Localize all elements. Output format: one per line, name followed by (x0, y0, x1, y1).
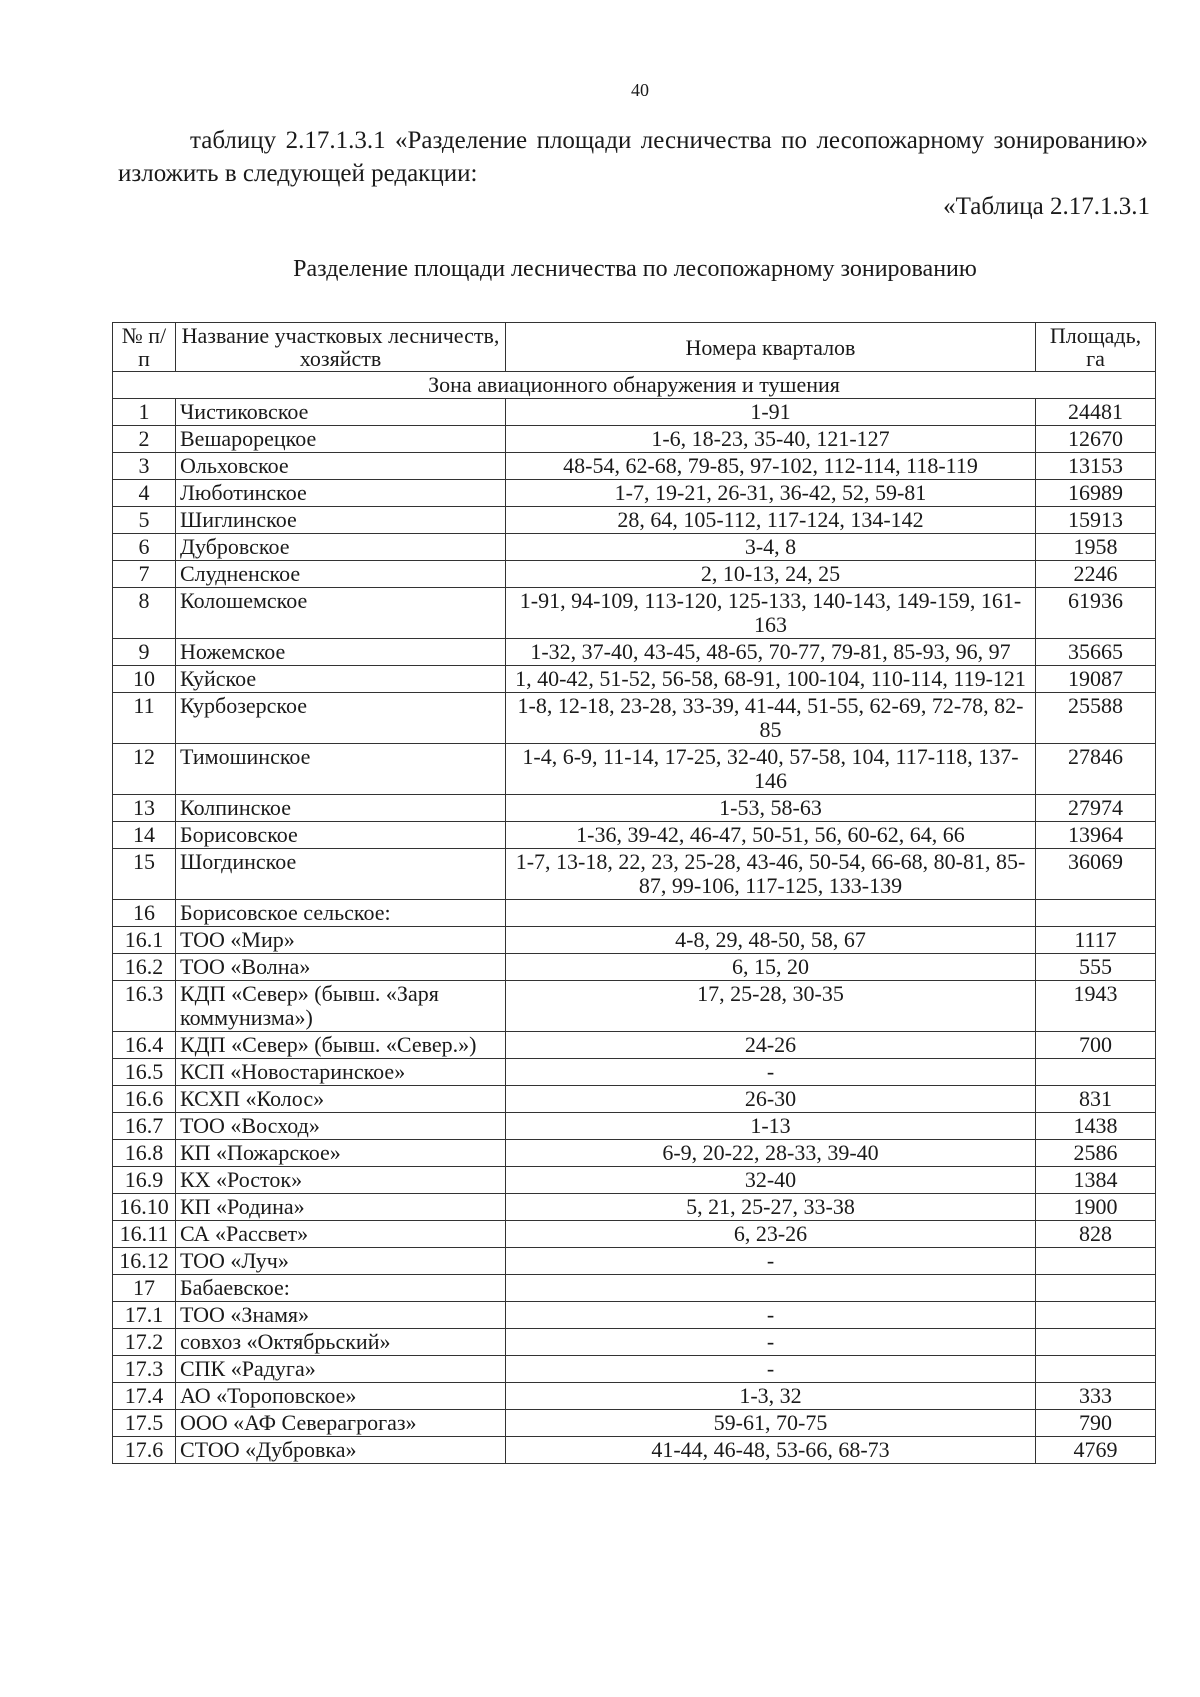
table-row (113, 1221, 1156, 1248)
zoning-table (112, 322, 1156, 1464)
cell-name: Шогдинское (176, 849, 506, 900)
cell-name: КП «Родина» (176, 1194, 506, 1221)
cell-quarters: 17, 25-28, 30-35 (506, 981, 1036, 1032)
cell-quarters: 26-30 (506, 1086, 1036, 1113)
cell-num: 17.2 (113, 1329, 176, 1356)
cell-num: 16.4 (113, 1032, 176, 1059)
cell-quarters: 1-53, 58-63 (506, 795, 1036, 822)
cell-area: 4769 (1036, 1437, 1156, 1464)
header-num: № п/п (113, 323, 176, 372)
cell-area (1036, 1356, 1156, 1383)
cell-quarters: 5, 21, 25-27, 33-38 (506, 1194, 1036, 1221)
cell-area: 1117 (1036, 927, 1156, 954)
cell-quarters: 1-3, 32 (506, 1383, 1036, 1410)
cell-quarters: 3-4, 8 (506, 534, 1036, 561)
cell-area: 35665 (1036, 639, 1156, 666)
cell-area: 555 (1036, 954, 1156, 981)
cell-area: 1958 (1036, 534, 1156, 561)
cell-name: АО «Тороповское» (176, 1383, 506, 1410)
table-row (113, 666, 1156, 693)
cell-area (1036, 900, 1156, 927)
cell-name: ТОО «Волна» (176, 954, 506, 981)
cell-name: Колошемское (176, 588, 506, 639)
cell-name: Курбозерское (176, 693, 506, 744)
cell-area: 2246 (1036, 561, 1156, 588)
cell-num: 1 (113, 399, 176, 426)
cell-num: 16.5 (113, 1059, 176, 1086)
table-row (113, 981, 1156, 1032)
cell-num: 16.2 (113, 954, 176, 981)
cell-name: ТОО «Луч» (176, 1248, 506, 1275)
cell-name: Вешарорецкое (176, 426, 506, 453)
cell-name: совхоз «Октябрьский» (176, 1329, 506, 1356)
cell-area: 700 (1036, 1032, 1156, 1059)
table-row (113, 1086, 1156, 1113)
cell-quarters: 24-26 (506, 1032, 1036, 1059)
header-area: Площадь, га (1036, 323, 1156, 372)
cell-quarters: 28, 64, 105-112, 117-124, 134-142 (506, 507, 1036, 534)
table-row (113, 453, 1156, 480)
intro-paragraph (118, 124, 1148, 190)
cell-name: СА «Рассвет» (176, 1221, 506, 1248)
table-row (113, 1113, 1156, 1140)
cell-name: Тимошинское (176, 744, 506, 795)
table-title: Разделение площади лесничества по лесопожарному зонированию (293, 256, 977, 282)
cell-area: 831 (1036, 1086, 1156, 1113)
cell-area: 2586 (1036, 1140, 1156, 1167)
cell-quarters: 6-9, 20-22, 28-33, 39-40 (506, 1140, 1036, 1167)
cell-name: КХ «Росток» (176, 1167, 506, 1194)
cell-num: 9 (113, 639, 176, 666)
table-row (113, 1410, 1156, 1437)
cell-area: 24481 (1036, 399, 1156, 426)
cell-quarters: 2, 10-13, 24, 25 (506, 561, 1036, 588)
cell-num: 16.1 (113, 927, 176, 954)
table-row (113, 1437, 1156, 1464)
table-row (113, 795, 1156, 822)
cell-name: ТОО «Восход» (176, 1113, 506, 1140)
cell-num: 13 (113, 795, 176, 822)
cell-num: 16.12 (113, 1248, 176, 1275)
cell-num: 12 (113, 744, 176, 795)
cell-quarters: 1-91 (506, 399, 1036, 426)
cell-name: КДП «Север» (бывш. «Заря коммунизма») (176, 981, 506, 1032)
cell-quarters: 1-8, 12-18, 23-28, 33-39, 41-44, 51-55, 62-69, 72-78, 82-85 (506, 693, 1036, 744)
cell-area: 13964 (1036, 822, 1156, 849)
table-row (113, 480, 1156, 507)
cell-quarters: - (506, 1248, 1036, 1275)
table-row (113, 1383, 1156, 1410)
cell-name: Бабаевское: (176, 1275, 506, 1302)
cell-num: 16.11 (113, 1221, 176, 1248)
cell-quarters: 1-13 (506, 1113, 1036, 1140)
cell-num: 2 (113, 426, 176, 453)
cell-area: 61936 (1036, 588, 1156, 639)
cell-quarters: - (506, 1302, 1036, 1329)
table-row (113, 849, 1156, 900)
cell-area: 27974 (1036, 795, 1156, 822)
table-row (113, 1356, 1156, 1383)
cell-quarters: 1-36, 39-42, 46-47, 50-51, 56, 60-62, 64, 66 (506, 822, 1036, 849)
cell-quarters: - (506, 1329, 1036, 1356)
table-row (113, 507, 1156, 534)
cell-quarters (506, 900, 1036, 927)
table-row (113, 954, 1156, 981)
table-row (113, 744, 1156, 795)
cell-num: 16.8 (113, 1140, 176, 1167)
cell-area: 1900 (1036, 1194, 1156, 1221)
cell-name: Дубровское (176, 534, 506, 561)
table-row (113, 426, 1156, 453)
table-row (113, 639, 1156, 666)
table-row (113, 588, 1156, 639)
cell-quarters: 41-44, 46-48, 53-66, 68-73 (506, 1437, 1036, 1464)
cell-name: КДП «Север» (бывш. «Север.») (176, 1032, 506, 1059)
cell-area: 16989 (1036, 480, 1156, 507)
cell-name: Борисовское сельское: (176, 900, 506, 927)
cell-quarters: 59-61, 70-75 (506, 1410, 1036, 1437)
cell-name: Ольховское (176, 453, 506, 480)
table-row (113, 1248, 1156, 1275)
cell-quarters: - (506, 1356, 1036, 1383)
cell-num: 16 (113, 900, 176, 927)
cell-area: 333 (1036, 1383, 1156, 1410)
cell-area: 27846 (1036, 744, 1156, 795)
cell-name: ТОО «Знамя» (176, 1302, 506, 1329)
cell-area (1036, 1059, 1156, 1086)
cell-num: 17.6 (113, 1437, 176, 1464)
cell-num: 16.7 (113, 1113, 176, 1140)
cell-name: ТОО «Мир» (176, 927, 506, 954)
cell-quarters: 32-40 (506, 1167, 1036, 1194)
table-row (113, 399, 1156, 426)
table-row (113, 1167, 1156, 1194)
cell-area: 1943 (1036, 981, 1156, 1032)
table-label: «Таблица 2.17.1.3.1 (943, 193, 1150, 220)
table-row (113, 1194, 1156, 1221)
cell-area: 15913 (1036, 507, 1156, 534)
cell-area: 828 (1036, 1221, 1156, 1248)
table-row (113, 1275, 1156, 1302)
cell-name: СТОО «Дубровка» (176, 1437, 506, 1464)
table-row (113, 822, 1156, 849)
table-row (113, 534, 1156, 561)
cell-quarters: 1, 40-42, 51-52, 56-58, 68-91, 100-104, 110-114, 119-121 (506, 666, 1036, 693)
cell-area (1036, 1329, 1156, 1356)
cell-name: КП «Пожарское» (176, 1140, 506, 1167)
cell-quarters: 1-4, 6-9, 11-14, 17-25, 32-40, 57-58, 104, 117-118, 137-146 (506, 744, 1036, 795)
cell-area: 25588 (1036, 693, 1156, 744)
cell-name: СПК «Радуга» (176, 1356, 506, 1383)
cell-num: 5 (113, 507, 176, 534)
cell-num: 10 (113, 666, 176, 693)
table-row (113, 561, 1156, 588)
cell-name: ООО «АФ Северагрогаз» (176, 1410, 506, 1437)
cell-name: КСП «Новостаринское» (176, 1059, 506, 1086)
cell-num: 4 (113, 480, 176, 507)
table-row (113, 1140, 1156, 1167)
zone-title: Зона авиационного обнаружения и тушения (113, 372, 1156, 399)
cell-name: Шиглинское (176, 507, 506, 534)
cell-num: 16.6 (113, 1086, 176, 1113)
cell-area (1036, 1248, 1156, 1275)
header-quarters: Номера кварталов (506, 323, 1036, 372)
table-row (113, 1032, 1156, 1059)
table-row (113, 900, 1156, 927)
cell-name: Слудненское (176, 561, 506, 588)
cell-num: 16.10 (113, 1194, 176, 1221)
cell-name: КСХП «Колос» (176, 1086, 506, 1113)
cell-area: 790 (1036, 1410, 1156, 1437)
intro-text: таблицу 2.17.1.3.1 «Разделение площади лесничества по лесопожарному зонированию» изложить в следующей редакции: (118, 127, 1148, 187)
cell-quarters: 1-32, 37-40, 43-45, 48-65, 70-77, 79-81, 85-93, 96, 97 (506, 639, 1036, 666)
cell-area: 1438 (1036, 1113, 1156, 1140)
cell-name: Ножемское (176, 639, 506, 666)
header-name: Название участковых лесничеств, хозяйств (176, 323, 506, 372)
page-number: 40 (631, 80, 649, 100)
table-row (113, 1329, 1156, 1356)
cell-num: 17 (113, 1275, 176, 1302)
cell-quarters: 1-91, 94-109, 113-120, 125-133, 140-143, 149-159, 161-163 (506, 588, 1036, 639)
zone-title-row (113, 372, 1156, 399)
cell-area: 13153 (1036, 453, 1156, 480)
cell-area (1036, 1275, 1156, 1302)
cell-num: 8 (113, 588, 176, 639)
table-row (113, 693, 1156, 744)
cell-quarters: 1-6, 18-23, 35-40, 121-127 (506, 426, 1036, 453)
cell-name: Куйское (176, 666, 506, 693)
cell-num: 3 (113, 453, 176, 480)
cell-name: Борисовское (176, 822, 506, 849)
cell-num: 6 (113, 534, 176, 561)
cell-quarters: 4-8, 29, 48-50, 58, 67 (506, 927, 1036, 954)
cell-quarters: 48-54, 62-68, 79-85, 97-102, 112-114, 118-119 (506, 453, 1036, 480)
table-header-row (113, 323, 1156, 372)
cell-area: 36069 (1036, 849, 1156, 900)
cell-num: 14 (113, 822, 176, 849)
table-row (113, 1059, 1156, 1086)
cell-name: Чистиковское (176, 399, 506, 426)
cell-quarters: 1-7, 19-21, 26-31, 36-42, 52, 59-81 (506, 480, 1036, 507)
cell-num: 16.3 (113, 981, 176, 1032)
table-row (113, 927, 1156, 954)
cell-num: 16.9 (113, 1167, 176, 1194)
cell-num: 11 (113, 693, 176, 744)
cell-area: 12670 (1036, 426, 1156, 453)
cell-num: 7 (113, 561, 176, 588)
cell-area: 19087 (1036, 666, 1156, 693)
cell-num: 17.3 (113, 1356, 176, 1383)
cell-quarters: - (506, 1059, 1036, 1086)
cell-area: 1384 (1036, 1167, 1156, 1194)
cell-quarters: 1-7, 13-18, 22, 23, 25-28, 43-46, 50-54, 66-68, 80-81, 85-87, 99-106, 117-125, 133-139 (506, 849, 1036, 900)
cell-name: Колпинское (176, 795, 506, 822)
cell-quarters: 6, 23-26 (506, 1221, 1036, 1248)
table-row (113, 1302, 1156, 1329)
cell-num: 15 (113, 849, 176, 900)
cell-num: 17.1 (113, 1302, 176, 1329)
cell-quarters (506, 1275, 1036, 1302)
cell-name: Люботинское (176, 480, 506, 507)
cell-num: 17.4 (113, 1383, 176, 1410)
cell-area (1036, 1302, 1156, 1329)
cell-quarters: 6, 15, 20 (506, 954, 1036, 981)
cell-num: 17.5 (113, 1410, 176, 1437)
